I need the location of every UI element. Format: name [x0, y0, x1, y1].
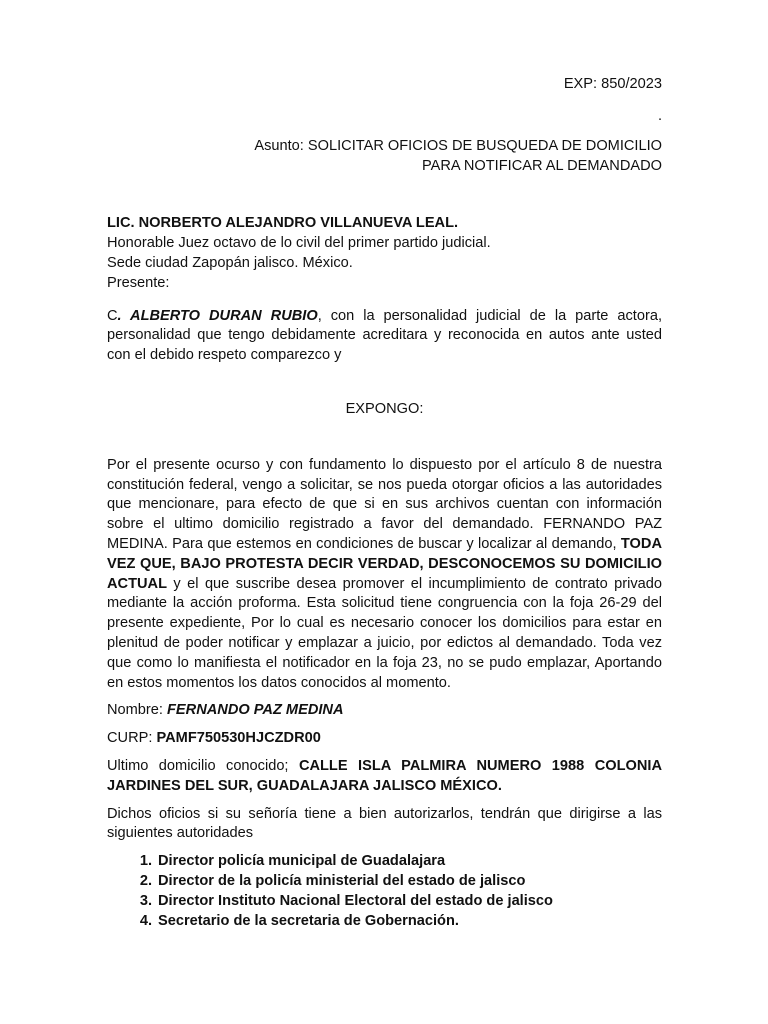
domicilio-label: Ultimo domicilio conocido; [107, 757, 299, 774]
main-paragraph [107, 456, 662, 694]
addressee-block [107, 214, 662, 293]
curp-field [107, 729, 662, 749]
asunto-line-1: Asunto: SOLICITAR OFICIOS DE BUSQUEDA DE DOMICILIO [254, 137, 662, 154]
nombre-field [107, 701, 662, 721]
nombre-value: FERNANDO PAZ MEDINA [167, 702, 344, 719]
header-dot: . [657, 107, 662, 124]
intro-text: , con la personalidad judicial de la parte actora, personalidad que tengo debidamente acreditara y reconocida en autos ante usted con el debido respeto comparezco y [107, 307, 662, 364]
intro-paragraph [107, 307, 662, 366]
judge-seat: Sede ciudad Zapopán jalisco. México. [107, 254, 353, 271]
domicilio-field [107, 757, 662, 797]
curp-label: CURP: [107, 730, 157, 747]
dichos-paragraph: Dichos oficios si su señoría tiene a bien autorizarlos, tendrán que dirigirse a las siguientes autoridades [107, 805, 662, 842]
list-item-text: Director de la policía ministerial del estado de jalisco [158, 872, 526, 889]
list-item-number: 3. [139, 892, 152, 909]
list-item [107, 892, 662, 912]
nombre-label: Nombre: [107, 702, 168, 719]
list-item-text: Director Instituto Nacional Electoral del estado de jalisco [158, 892, 553, 909]
list-item [107, 852, 662, 872]
judge-title: Honorable Juez octavo de lo civil del primer partido judicial. [107, 235, 491, 252]
list-item-text: Director policía municipal de Guadalajara [158, 853, 446, 870]
main-text-part-2: y el que suscribe desea promover el incumplimiento de contrato privado mediante la acción proforma. Esta solicitud tiene congruencia con la foja 26-29 del presente expediente, Por lo cual es necesario conocer los domicilios para estar en plenitud de poder notificar y emplazar a juicio, por edictos al demandado. Toda vez que como lo manifiesta el notificador en la foja 23, no se pudo emplazar, Aportando en estos momentos los datos conocidos al momento. [107, 575, 662, 691]
presente-label: Presente: [107, 274, 170, 291]
list-item-number: 1. [139, 853, 152, 870]
curp-value: PAMF750530HJCZDR00 [156, 730, 321, 747]
domicilio-value: CALLE ISLA PALMIRA NUMERO 1988 COLONIA JARDINES DEL SUR, GUADALAJARA JALISCO MÉXICO. [107, 757, 662, 794]
document-page [107, 75, 662, 931]
autoridades-list [107, 852, 662, 931]
judge-name: LIC. NORBERTO ALEJANDRO VILLANUEVA LEAL. [107, 215, 459, 232]
list-item-number: 4. [139, 912, 152, 929]
main-text-bold: TODA VEZ QUE, BAJO PROTESTA DECIR VERDAD, DESCONOCEMOS SU DOMICILIO ACTUAL [107, 535, 662, 592]
intro-prefix: C [107, 307, 118, 324]
list-item-number: 2. [139, 872, 152, 889]
plaintiff-name: . ALBERTO DURAN RUBIO [117, 307, 318, 324]
main-text-part-1: Por el presente ocurso y con fundamento lo dispuesto por el artículo 8 de nuestra constitución federal, vengo a solicitar, se nos pueda otorgar oficios a las autoridades que mencionare, para efecto de que si en sus archivos cuentan con información sobre el ultimo domicilio registrado a favor del demandado. FERNANDO PAZ MEDINA. Para que estemos en condiciones de buscar y localizar al demando, [107, 456, 662, 552]
asunto-line-2: PARA NOTIFICAR AL DEMANDADO [421, 157, 662, 174]
expediente-number: EXP: 850/2023 [563, 76, 662, 92]
list-item [107, 912, 662, 932]
list-item-text: Secretario de la secretaria de Gobernación. [158, 912, 459, 929]
list-item [107, 872, 662, 892]
expongo-heading: EXPONGO: [345, 400, 424, 417]
